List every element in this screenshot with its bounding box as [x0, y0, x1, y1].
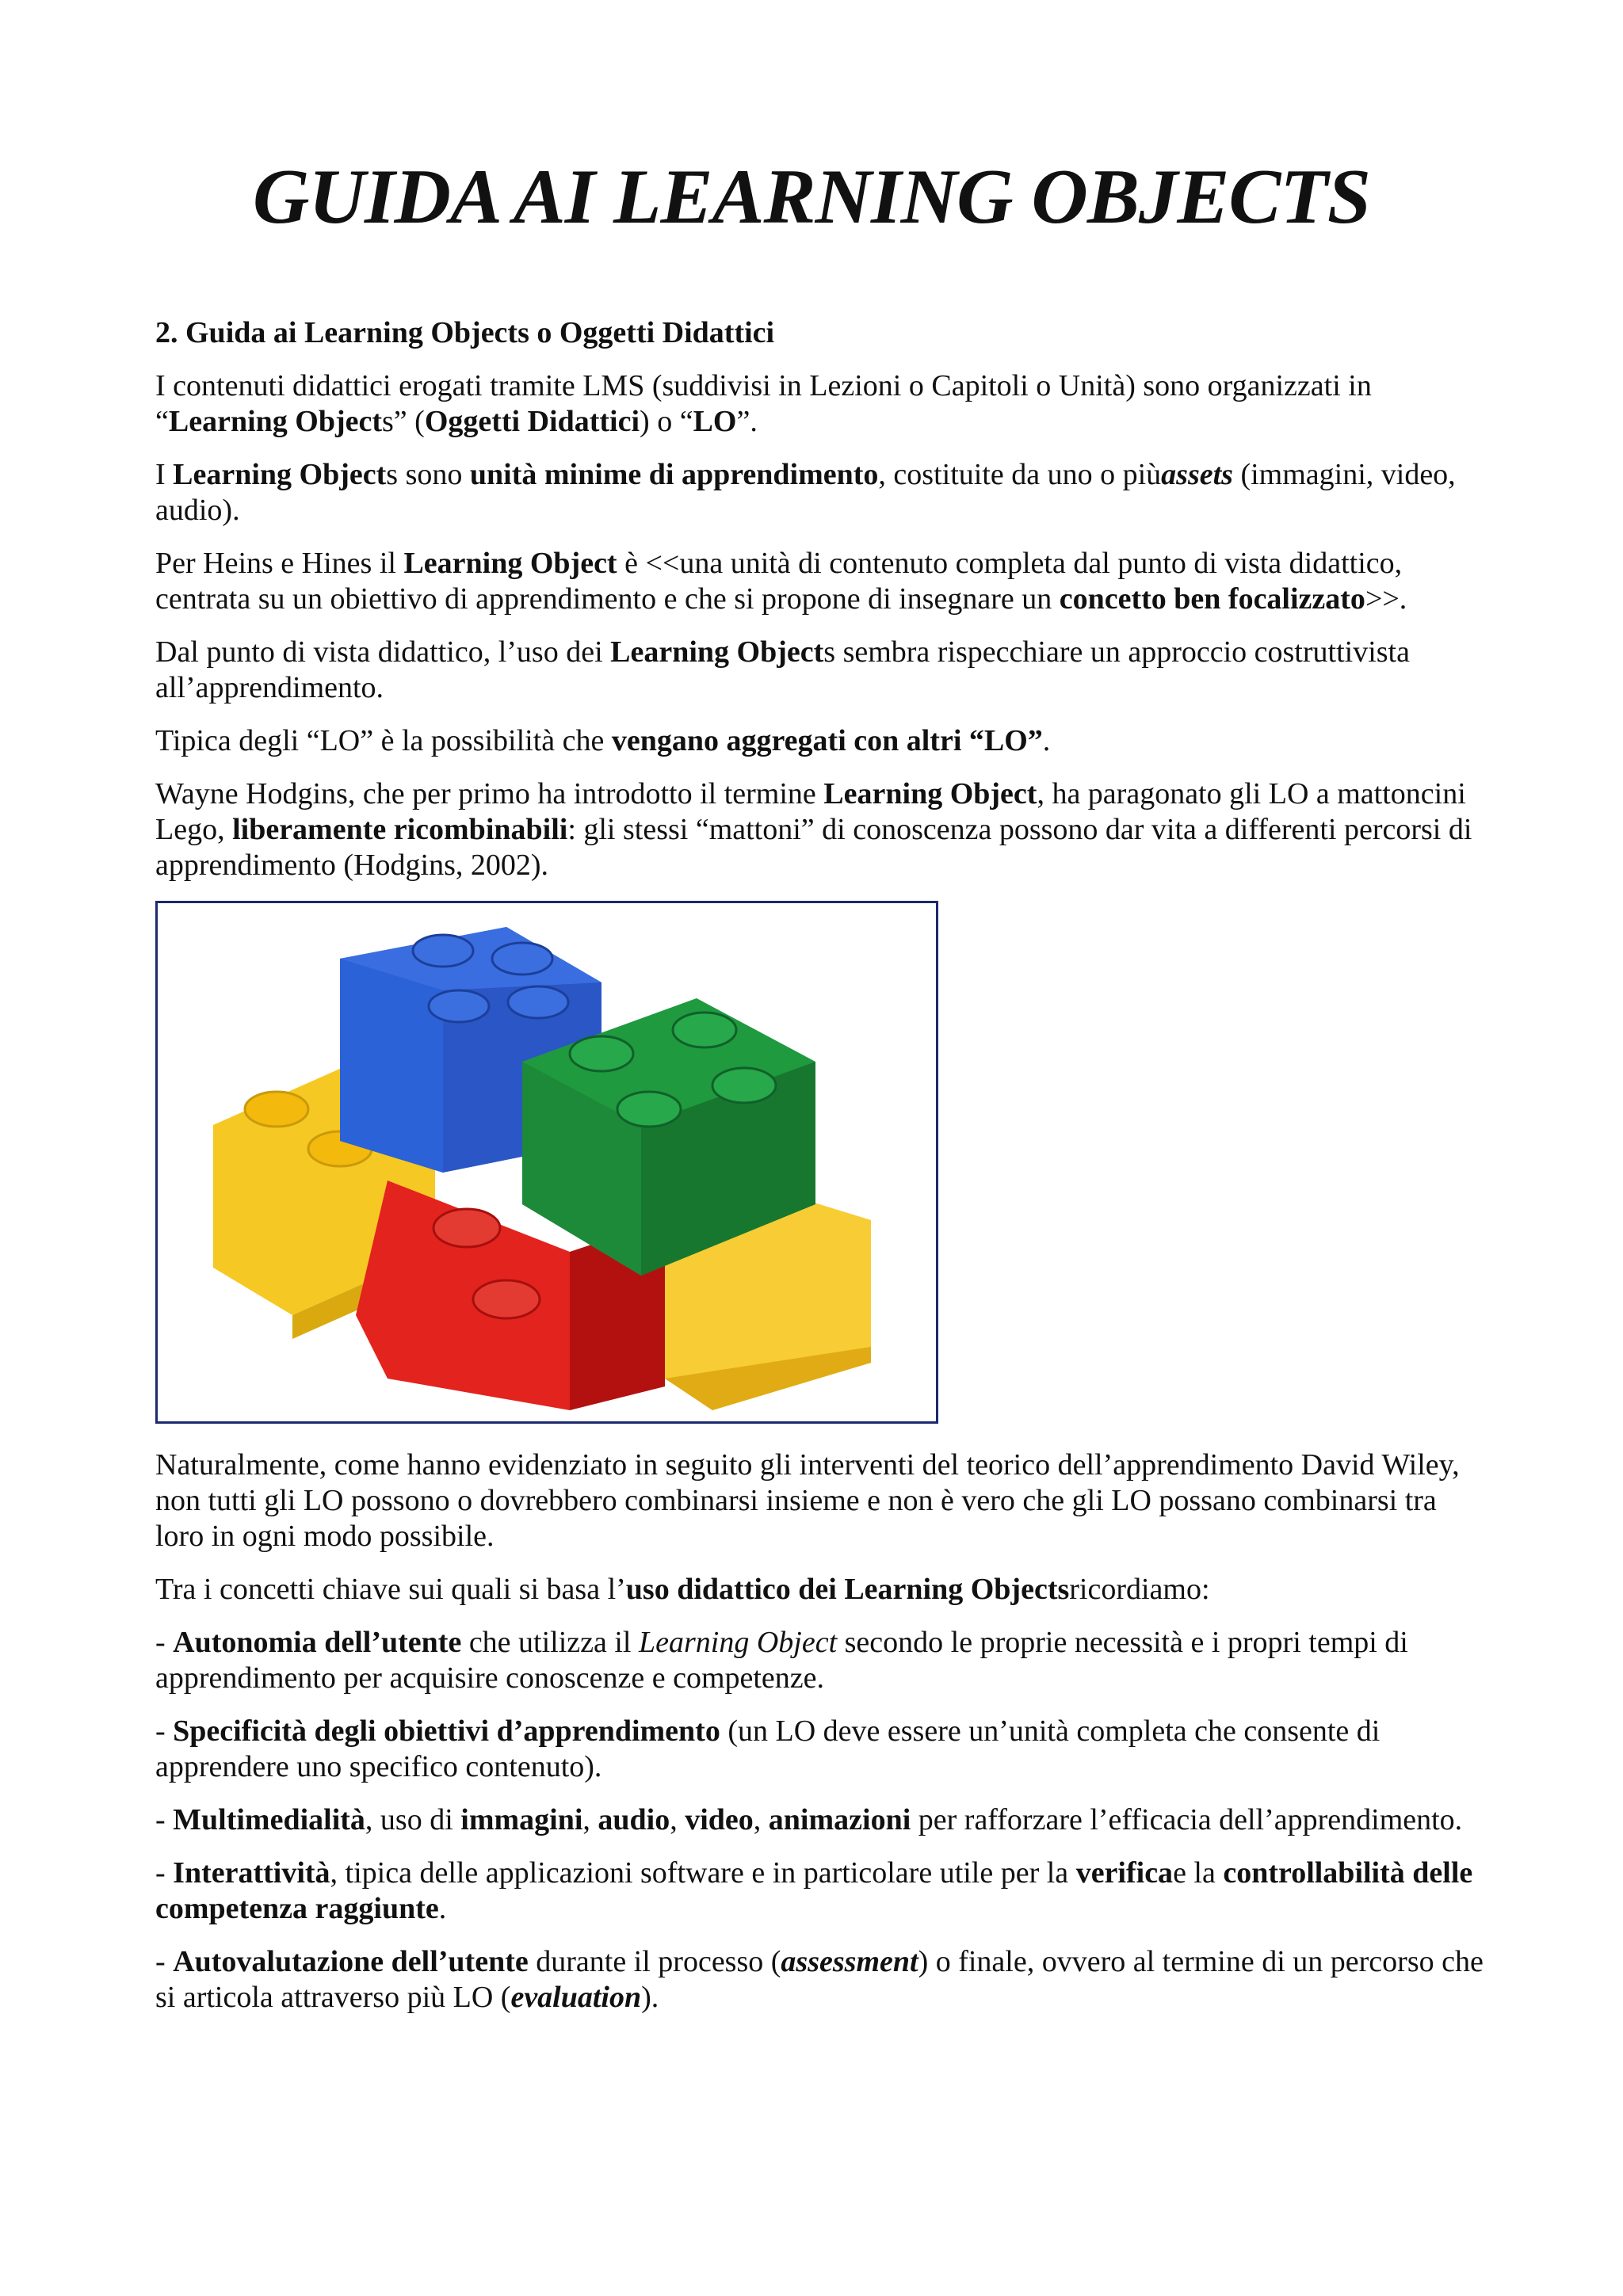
document-body — [155, 315, 1487, 2033]
list-item-interattivita: - Interattività, tipica delle applicazioni software e in particolare utile per la verificae la controllabilità delle competenza raggiunte. — [155, 1856, 1473, 1925]
paragraph-8: Tra i concetti chiave sui quali si basa l’uso didattico dei Learning Objectsricordiamo: — [155, 1573, 1210, 1606]
lego-bricks-image — [155, 901, 938, 1424]
list-item-multimedialita: - Multimedialità, uso di immagini, audio, video, animazioni per rafforzare l’efficacia dell’apprendimento. — [155, 1803, 1463, 1836]
list-item-specificita: - Specificità degli obiettivi d’apprendimento (un LO deve essere un’unità completa che consente di apprendere uno specifico contenuto). — [155, 1714, 1381, 1783]
paragraph-2: I Learning Objects sono unità minime di apprendimento, costituite da uno o piùassets (immagini, video, audio). — [155, 458, 1456, 527]
paragraph-1: I contenuti didattici erogati tramite LMS (suddivisi in Lezioni o Capitoli o Unità) sono organizzati in “Learning Objects” (Oggetti Didattici) o “LO”. — [155, 369, 1372, 438]
list-item-autonomia: - Autonomia dell’utente che utilizza il Learning Object secondo le proprie necessità e i propri tempi di apprendimento per acquisire conoscenze e competenze. — [155, 1626, 1408, 1695]
list-item-autovalutazione: - Autovalutazione dell’utente durante il processo (assessment) o finale, ovvero al termine di un percorso che si articola attraverso più LO (evaluation). — [155, 1945, 1484, 2014]
paragraph-7: Naturalmente, come hanno evidenziato in seguito gli interventi del teorico dell’apprendimento David Wiley, non tutti gli LO possono o dovrebbero combinarsi insieme e non è vero che gli LO possano combinarsi tra loro in ogni modo possibile. — [155, 1448, 1460, 1553]
paragraph-3: Per Heins e Hines il Learning Object è <<una unità di contenuto completa dal punto di vista didattico, centrata su un obiettivo di apprendimento e che si propone di insegnare un concetto ben focalizzato>>. — [155, 547, 1407, 616]
paragraph-4: Dal punto di vista didattico, l’uso dei Learning Objects sembra rispecchiare un approccio costruttivista all’apprendimento. — [155, 635, 1410, 704]
lego-bricks-illustration — [158, 903, 936, 1421]
document-title: GUIDA AI LEARNING OBJECTS — [253, 154, 1370, 240]
paragraph-6: Wayne Hodgins, che per primo ha introdotto il termine Learning Object, ha paragonato gli LO a mattoncini Lego, liberamente ricombinabili: gli stessi “mattoni” di conoscenza possono dar vita a differenti percorsi di apprendimento (Hodgins, 2002). — [155, 777, 1472, 882]
paragraph-5: Tipica degli “LO” è la possibilità che vengano aggregati con altri “LO”. — [155, 724, 1051, 757]
section-heading: 2. Guida ai Learning Objects o Oggetti Didattici — [155, 316, 775, 349]
